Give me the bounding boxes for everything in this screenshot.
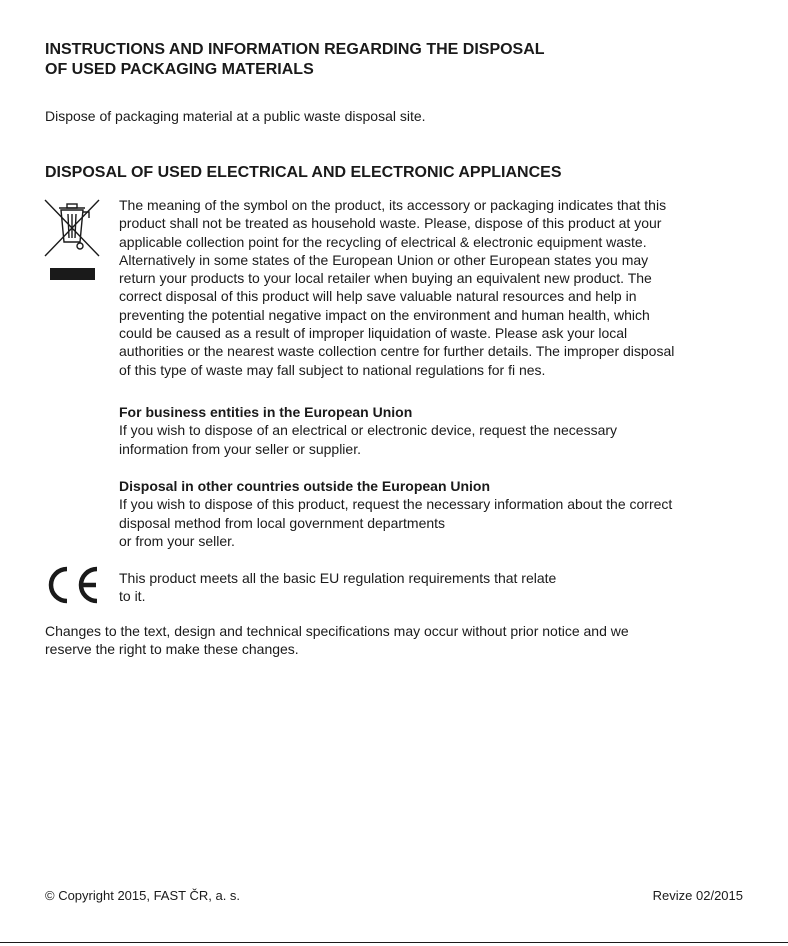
business-line: If you wish to dispose of an electrical or electronic device, request the necessary xyxy=(119,422,618,439)
weee-line: correct disposal of this product will help save valuable natural resources and help in xyxy=(119,288,637,305)
ce-text xyxy=(119,569,639,606)
ce-line: This product meets all the basic EU regulation requirements that relate xyxy=(119,570,557,586)
ce-line: to it. xyxy=(119,588,146,605)
weee-line: applicable collection point for the recycling of electrical & electronic equipment waste. xyxy=(119,233,647,250)
outside-eu-line: or from your seller. xyxy=(119,532,235,549)
weee-line: return your products to your local retailer when buying an equivalent new product. The xyxy=(119,270,652,287)
weee-line: The meaning of the symbol on the product, its accessory or packaging indicates that this xyxy=(119,197,667,213)
business-entities-heading: For business entities in the European Union xyxy=(119,404,413,420)
packaging-heading-line-1: INSTRUCTIONS AND INFORMATION REGARDING THE DISPOSAL xyxy=(45,41,545,58)
packaging-text: Dispose of packaging material at a public waste disposal site. xyxy=(45,108,426,124)
weee-paragraph xyxy=(119,196,749,379)
copyright-text: © Copyright 2015, FAST ČR, a. s. xyxy=(45,888,241,903)
weee-line: Alternatively in some states of the European Union or other European states you may xyxy=(119,251,649,268)
business-entities-text xyxy=(119,421,749,458)
outside-eu-heading: Disposal in other countries outside the European Union xyxy=(119,478,491,494)
ce-mark-icon xyxy=(43,565,101,605)
weee-line: authorities or the nearest waste collection centre for further details. The improper disposal xyxy=(119,343,675,360)
packaging-heading xyxy=(45,40,765,80)
business-entities-section xyxy=(119,403,749,458)
outside-eu-section xyxy=(119,477,749,550)
changes-line: Changes to the text, design and technical specifications may occur without prior notice and we xyxy=(45,623,629,639)
weee-heading: DISPOSAL OF USED ELECTRICAL AND ELECTRONIC APPLIANCES xyxy=(45,164,562,181)
weee-line: of this type of waste may fall subject to national regulations for fi nes. xyxy=(119,361,546,378)
weee-line: preventing the potential negative impact on the environment and human health, which xyxy=(119,306,650,323)
business-line: information from your seller or supplier. xyxy=(119,440,361,457)
weee-line: could be caused as a result of improper liquidation of waste. Please ask your local xyxy=(119,325,628,342)
changes-line: reserve the right to make these changes. xyxy=(45,641,299,658)
weee-line: product shall not be treated as household waste. Please, dispose of this product at your xyxy=(119,215,662,232)
outside-eu-line: disposal method from local government departments xyxy=(119,514,446,531)
outside-eu-line: If you wish to dispose of this product, request the necessary information about the correct xyxy=(119,496,673,513)
packaging-heading-line-2: OF USED PACKAGING MATERIALS xyxy=(45,61,314,78)
bottom-divider xyxy=(0,942,788,943)
changes-notice xyxy=(45,622,745,659)
outside-eu-text xyxy=(119,495,749,550)
revision-text: Revize 02/2015 xyxy=(652,888,743,903)
crossed-out-wheelie-bin-icon xyxy=(43,196,101,282)
